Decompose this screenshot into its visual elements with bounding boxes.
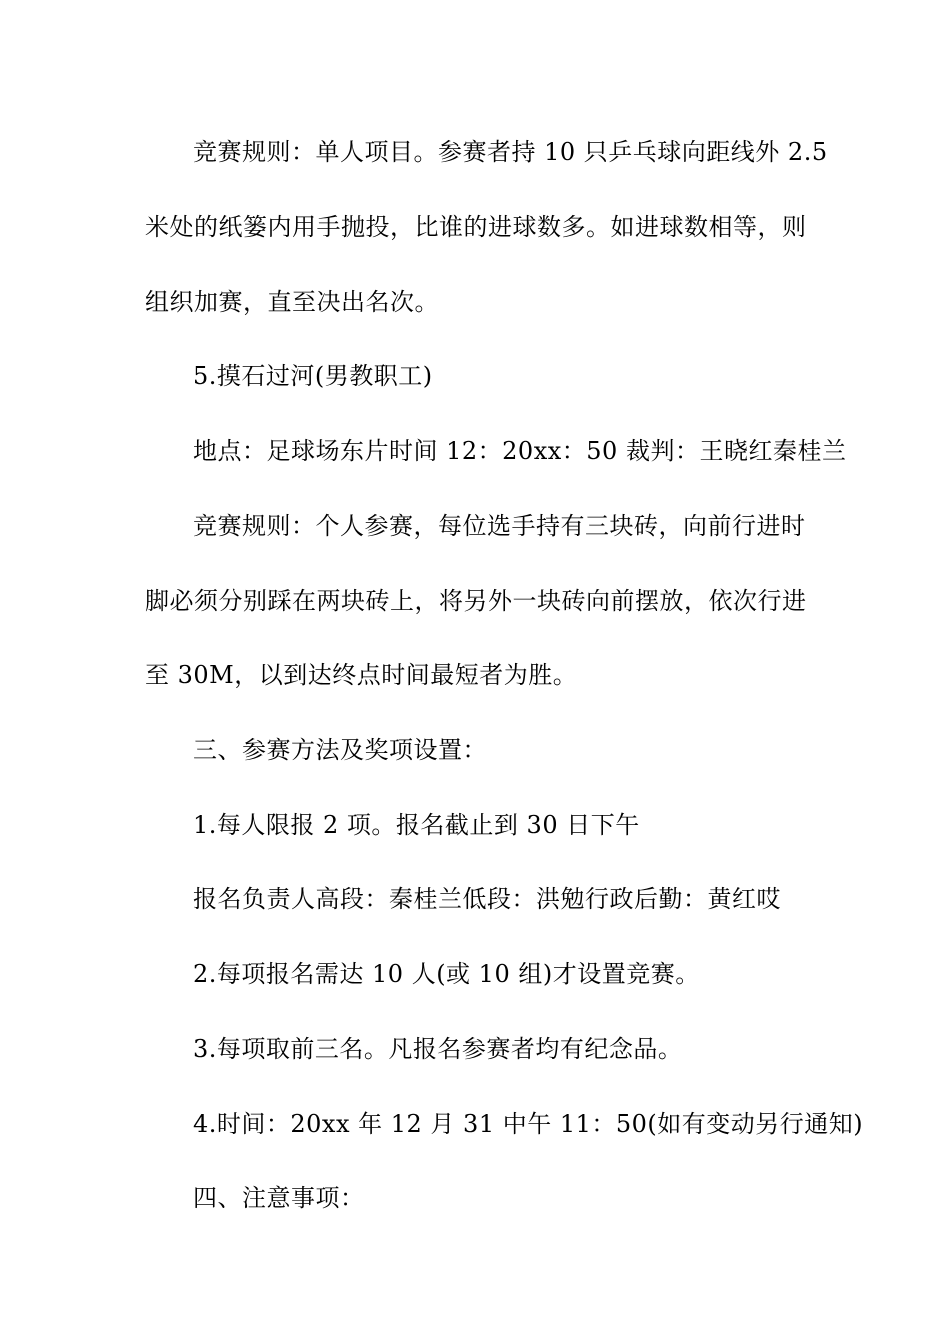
list-item-3: 3.每项取前三名。凡报名参赛者均有纪念品。 [193,1035,683,1063]
event-location-line: 地点：足球场东片时间 12：20xx：50 裁判：王晓红秦桂兰 [193,437,847,465]
section-heading-3: 三、参赛方法及奖项设置： [193,736,487,764]
rule-paragraph-2-line-3: 至 30M，以到达终点时间最短者为胜。 [145,661,578,689]
rule-paragraph-2-line-1: 竞赛规则：个人参赛，每位选手持有三块砖，向前行进时 [193,512,806,540]
list-item-1: 1.每人限报 2 项。报名截止到 30 日下午 [193,811,640,839]
list-item-4: 4.时间：20xx 年 12 月 31 中午 11：50(如有变动另行通知) [193,1110,864,1138]
rule-paragraph-line-3: 组织加赛，直至决出名次。 [145,288,439,316]
rule-paragraph-line-1: 竞赛规则：单人项目。参赛者持 10 只乒乓球向距线外 2.5 [193,138,828,166]
rule-paragraph-line-2: 米处的纸篓内用手抛投，比谁的进球数多。如进球数相等，则 [145,213,807,241]
section-heading-4: 四、注意事项： [193,1184,365,1212]
event-heading: 5.摸石过河(男教职工) [193,362,433,390]
list-item-2: 2.每项报名需达 10 人(或 10 组)才设置竞赛。 [193,960,700,988]
rule-paragraph-2-line-2: 脚必须分别踩在两块砖上，将另外一块砖向前摆放，依次行进 [145,587,807,615]
registration-contacts-line: 报名负责人高段：秦桂兰低段：洪勉行政后勤：黄红哎 [193,885,781,913]
